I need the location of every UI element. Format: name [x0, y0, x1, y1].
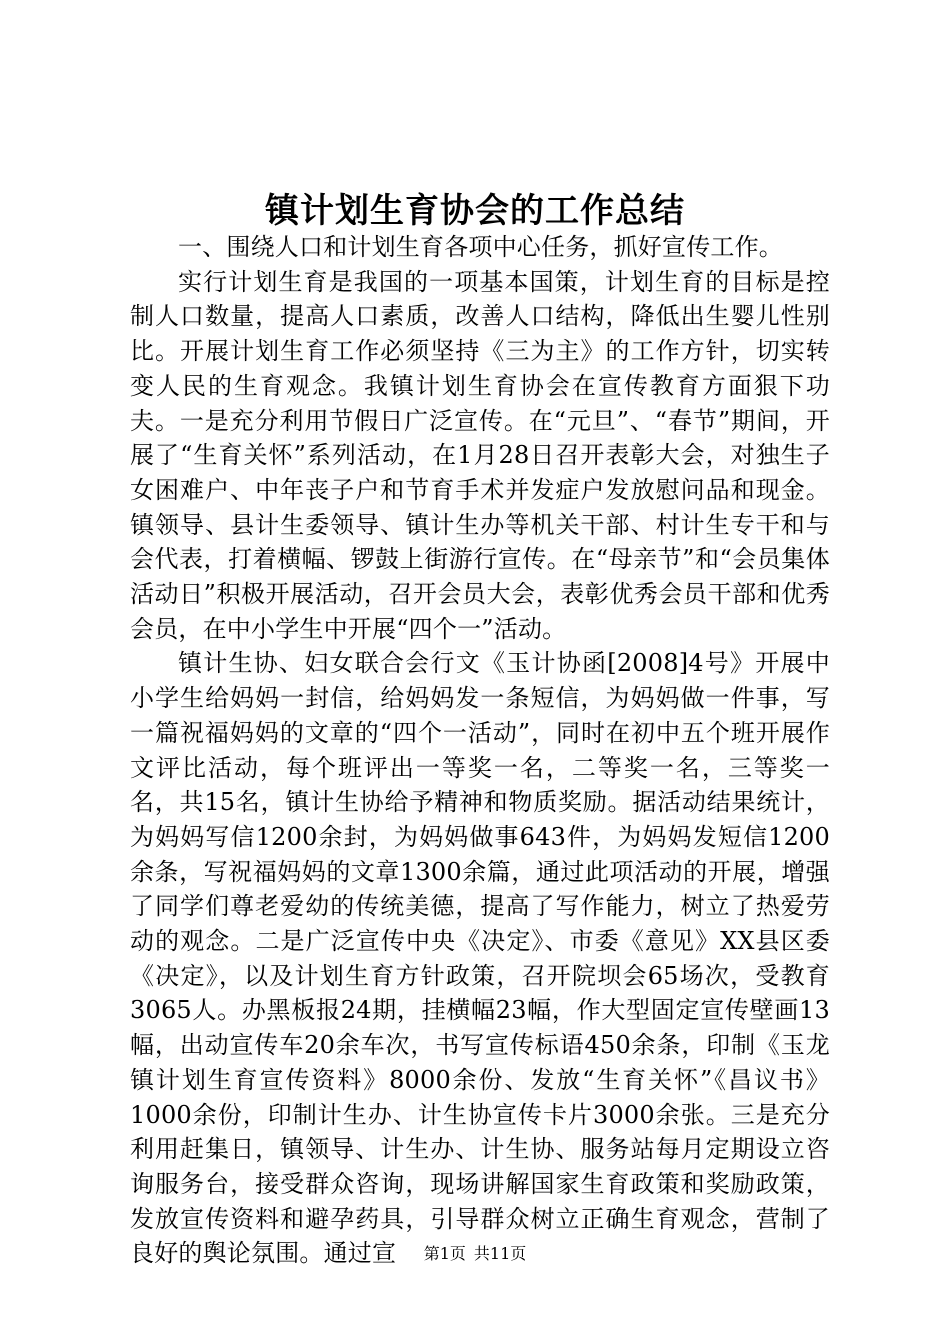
body-paragraph: 镇计生协、妇女联合会行文《玉计协函[2008]4号》开展中小学生给妈妈一封信，给妈妈发一条短信，为妈妈做一件事，写一篇祝福妈妈的文章的“四个一活动”，同时在初中五个班开展作文评比活动，每个班评出一等奖一名，二等奖一名，三等奖一名，共15名，镇计生协给予精神和物质奖励。据活动结果统计，为妈妈写信1200余封，为妈妈做事643件，为妈妈发短信1200余条，写祝福妈妈的文章1300余篇，通过此项活动的开展，增强了同学们尊老爱幼的传统美德，提高了写作能力，树立了热爱劳动的观念。二是广泛宣传中央《决定》、市委《意见》XX县区委《决定》，以及计划生育方针政策，召开院坝会65场次，受教育3065人。办黑板报24期，挂横幅23幅，作大型固定宣传壁画13幅，出动宣传车20余车次，书写宣传标语450余条，印制《玉龙镇计划生育宣传资料》8000余份、发放“生育关怀”《昌议书》1000余份，印制计生办、计生协宣传卡片3000余张。三是充分利用赶集日，镇领导、计生办、计生协、服务站每月定期设立咨询服务台，接受群众咨询，现场讲解国家生育政策和奖励政策，发放宣传资料和避孕药具，引导群众树立正确生育观念，营制了良好的舆论氛围。通过宣	[130, 649, 830, 1268]
page-footer	[0, 1242, 950, 1266]
section-heading: 一、围绕人口和计划生育各项中心任务，抓好宣传工作。	[178, 233, 783, 261]
document-body	[130, 230, 830, 1271]
page-number: 第1页	[423, 1244, 466, 1263]
document-title: 镇计划生育协会的工作总结	[265, 191, 685, 231]
page-count: 共11页	[473, 1244, 527, 1263]
body-paragraph: 实行计划生育是我国的一项基本国策，计划生育的目标是控制人口数量，提高人口素质，改善人口结构，降低出生婴儿性别比。开展计划生育工作必须坚持《三为主》的工作方针，切实转变人民的生育观念。我镇计划生育协会在宣传教育方面狠下功夫。一是充分利用节假日广泛宣传。在“元旦”、“春节”期间，开展了“生育关怀”系列活动，在1月28日召开表彰大会，对独生子女困难户、中年丧子户和节育手术并发症户发放慰问品和现金。镇领导、县计生委领导、镇计生办等机关干部、村计生专干和与会代表，打着横幅、锣鼓上街游行宣传。在“母亲节”和“会员集体活动日”积极开展活动，召开会员大会，表彰优秀会员干部和优秀会员，在中小学生中开展“四个一”活动。	[130, 267, 830, 643]
